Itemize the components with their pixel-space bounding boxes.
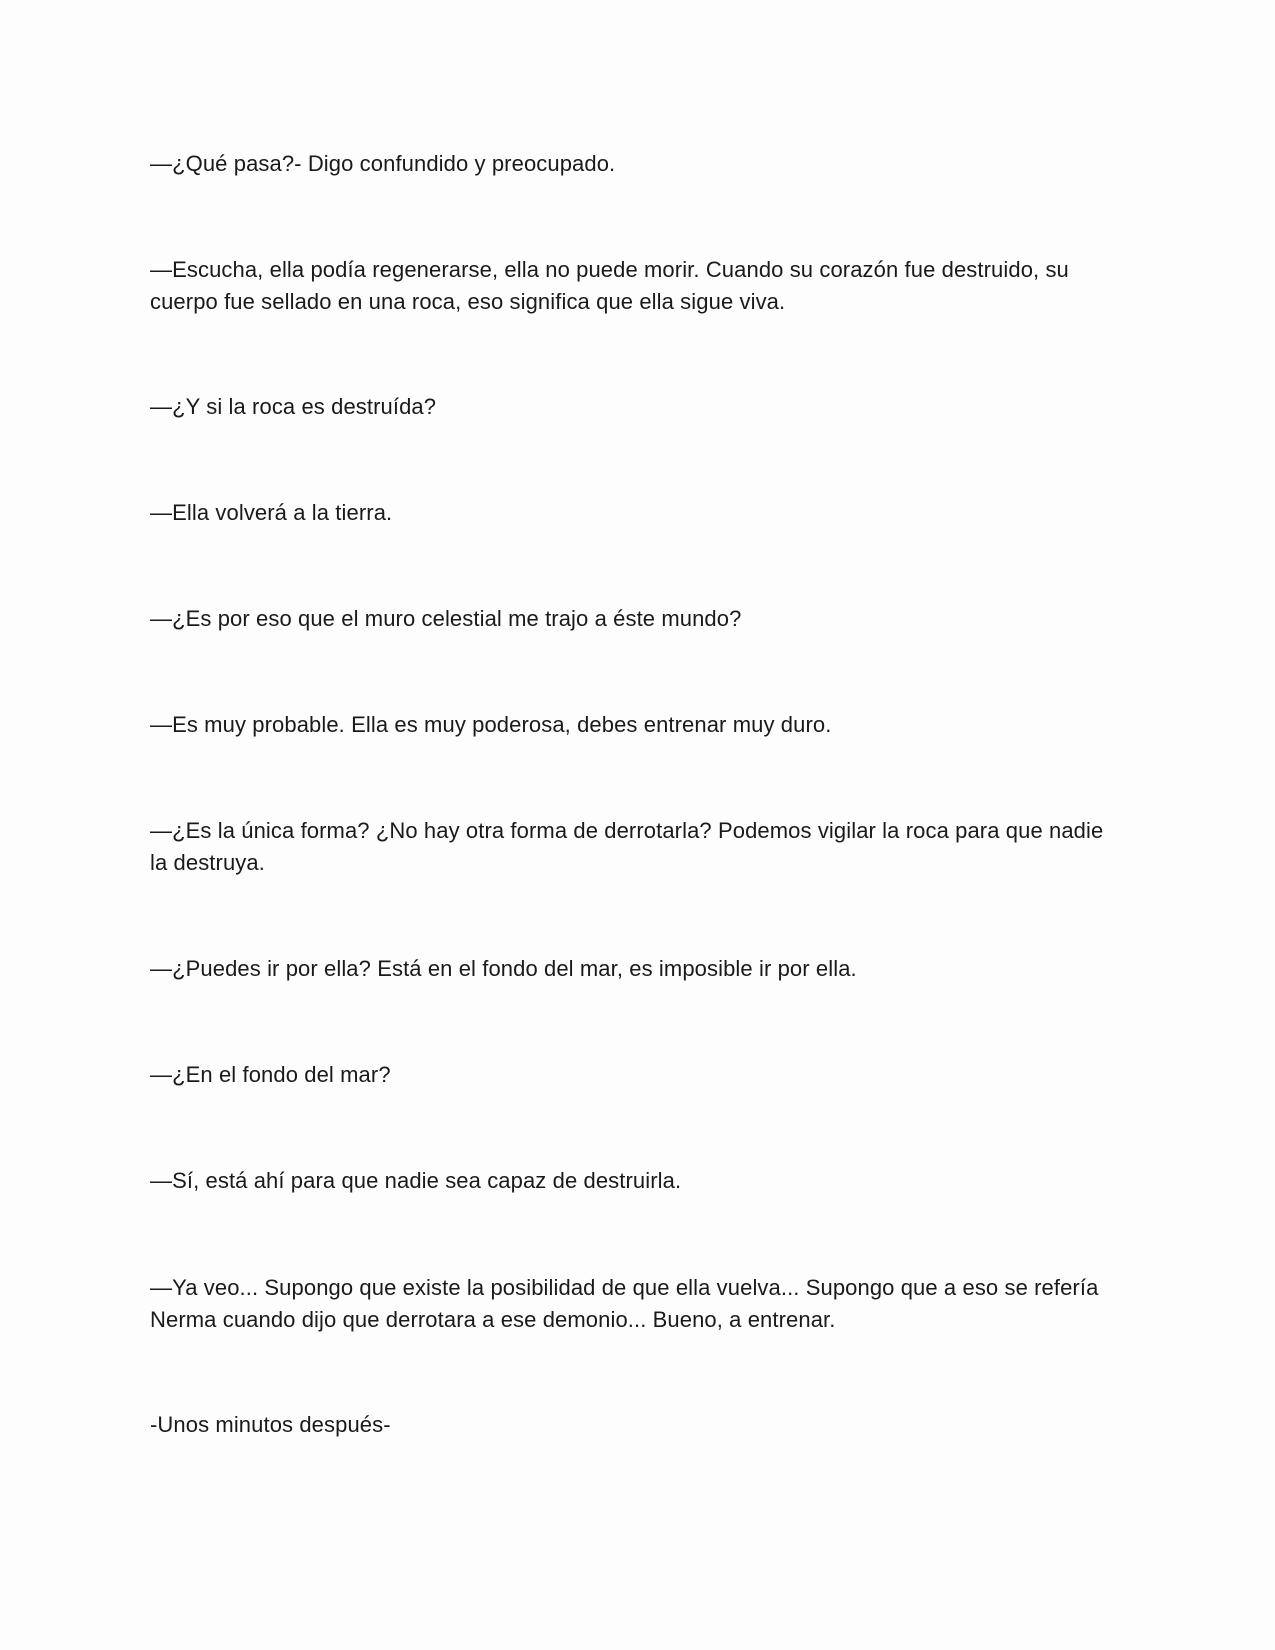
paragraph-3: —¿Y si la roca es destruída? [150, 394, 437, 419]
paragraph-4: —Ella volverá a la tierra. [150, 500, 393, 525]
paragraph-6: —Es muy probable. Ella es muy poderosa, debes entrenar muy duro. [150, 712, 832, 737]
paragraph-5: —¿Es por eso que el muro celestial me trajo a éste mundo? [150, 606, 742, 631]
paragraph-9: —¿En el fondo del mar? [150, 1062, 391, 1087]
paragraph-11: —Ya veo... Supongo que existe la posibilidad de que ella vuelva... Supongo que a eso se refería Nerma cuando dijo que derrotara a ese demonio... Bueno, a entrenar. [150, 1275, 1099, 1332]
paragraph-1: —¿Qué pasa?- Digo confundido y preocupado. [150, 151, 616, 176]
paragraph-7: —¿Es la única forma? ¿No hay otra forma de derrotarla? Podemos vigilar la roca para que nadie la destruya. [150, 818, 1104, 875]
paragraph-8: —¿Puedes ir por ella? Está en el fondo del mar, es imposible ir por ella. [150, 956, 857, 981]
paragraph-12: -Unos minutos después- [150, 1412, 391, 1437]
paragraph-2: —Escucha, ella podía regenerarse, ella no puede morir. Cuando su corazón fue destruido, su cuerpo fue sellado en una roca, eso significa que ella sigue viva. [150, 257, 1069, 314]
paragraph-10: —Sí, está ahí para que nadie sea capaz de destruirla. [150, 1168, 682, 1193]
